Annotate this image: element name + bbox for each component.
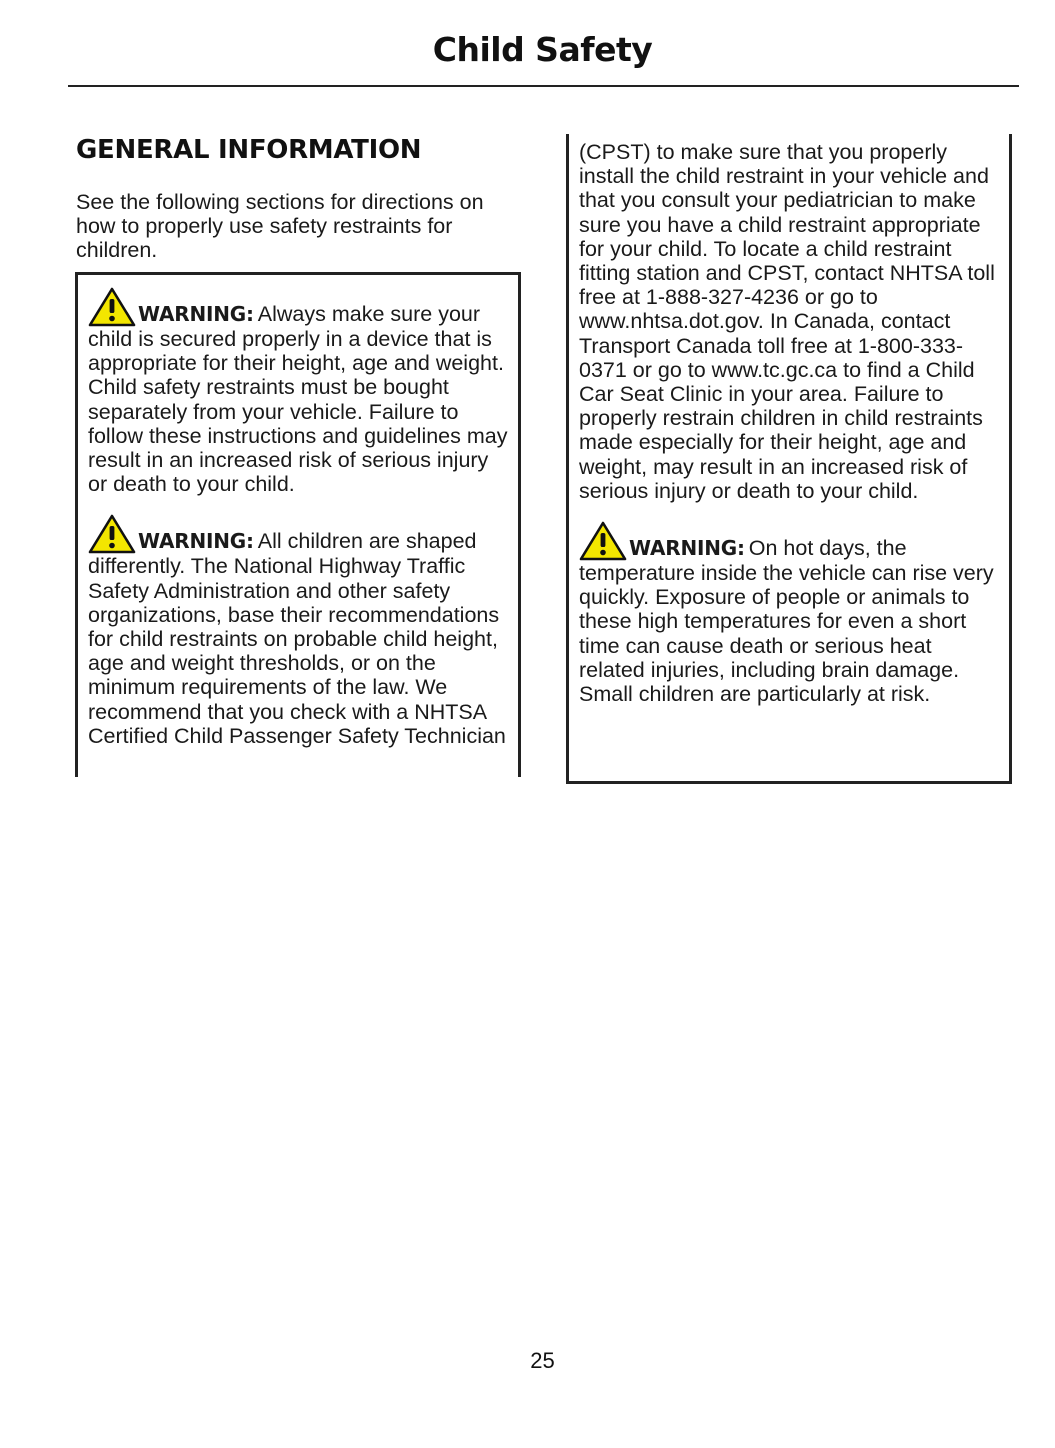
left-column: [76, 128, 520, 262]
warning-label: WARNING:: [138, 529, 254, 554]
page-number: 25: [530, 1348, 555, 1373]
warning-paragraph-3: [579, 521, 1001, 706]
warning-triangle-icon: [88, 514, 136, 554]
warning-triangle-icon: [88, 287, 136, 327]
warning-label: WARNING:: [138, 302, 254, 326]
warning-text-3: On hot days, the temperature inside the vehicle can rise very quickly. Exposure of people or animals to these high temperatures for even a short time can cause death or serious heat related injuries, including brain damage. Small children are particularly at risk.: [579, 536, 994, 707]
warning-box-right: [566, 134, 1012, 784]
warning-paragraph-1: [88, 287, 510, 496]
title-divider: [68, 85, 1019, 87]
page-title: Child Safety: [432, 30, 653, 69]
warning-triangle-icon: [579, 521, 627, 561]
warning-text-2: All children are shaped differently. The National Highway Traffic Safety Administration and other safety organizations, base their recommendations for child restraints on probable child height, age and weight thresholds, or on the minimum requirements of the law. We recommend that you check with a NHTSA Certified Child Passenger Safety Technician: [88, 529, 506, 748]
warning-text-1: Always make sure your child is secured properly in a device that is appropriate for their height, age and weight. Child safety restraints must be bought separately from your vehicle. Failure to follow these instructions and guidelines may result in an increased risk of serious injury or death to your child.: [88, 302, 508, 497]
section-heading: GENERAL INFORMATION: [76, 135, 422, 165]
warning-paragraph-2: [88, 514, 510, 748]
warning-box-left: [75, 272, 521, 777]
warning-text-2-continued: (CPST) to make sure that you properly install the child restraint in your vehicle and that you consult your pediatrician to make sure you have a child restraint appropriate for your child. To locate a child restraint fitting station and CPST, contact NHTSA toll free at 1-888-327-4236 or go to www.nhtsa.dot.gov. In Canada, contact Transport Canada toll free at 1-800-333-0371 or go to www.tc.gc.ca to find a Child Car Seat Clinic in your area. Failure to properly restrain children in child restraints made especially for their height, age and weight, may result in an increased risk of serious injury or death to your child.: [579, 140, 995, 503]
warning-label: WARNING:: [629, 536, 745, 561]
intro-paragraph: See the following sections for directions on how to properly use safety restraints for children.: [76, 190, 484, 262]
